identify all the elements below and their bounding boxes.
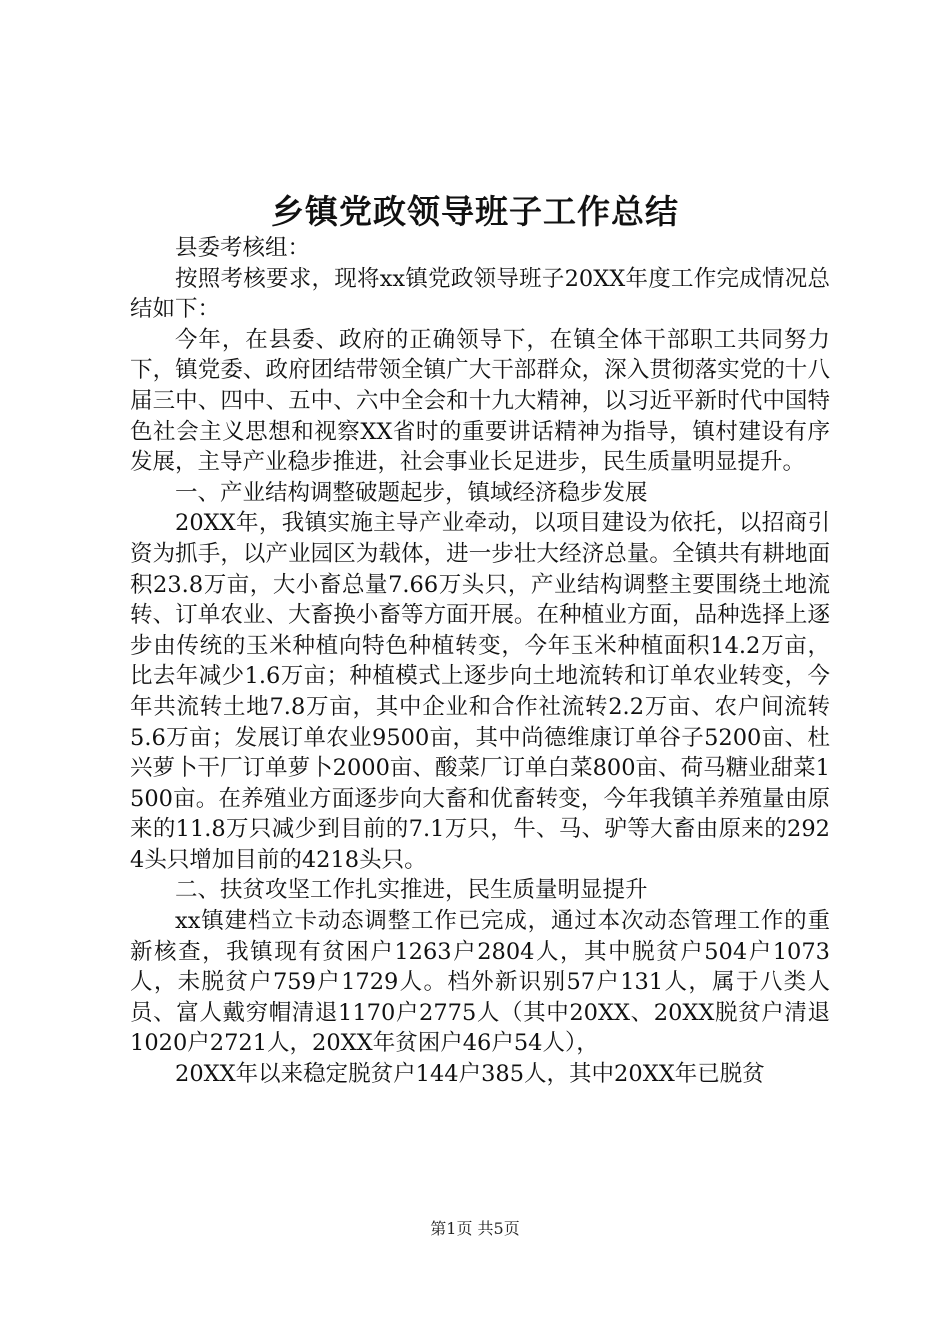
stable-poverty-paragraph: 20XX年以来稳定脱贫户144户385人，其中20XX年已脱贫 (175, 1061, 765, 1088)
page-number-footer: 第1页 共5页 (430, 1219, 520, 1238)
industry-paragraph: 20XX年，我镇实施主导产业牵动，以项目建设为依托，以招商引资为抓手，以产业园区为载体，进一步壮大经济总量。全镇共有耕地面积23.8万亩，大小畜总量7.66万头只，产业结构调整主要围绕土地流转、订单农业、大畜换小畜等方面开展。在种植业方面，品种选择上逐步由传统的玉米种植向特色种植转变，今年玉米种植面积14.2万亩，比去年减少1.6万亩；种植模式上逐步向土地流转和订单农业转变，今年共流转土地7.8万亩，其中企业和合作社流转2.2万亩、农户间流转5.6万亩；发展订单农业9500亩，其中尚德维康订单谷子5200亩、杜兴萝卜干厂订单萝卜2000亩、酸菜厂订单白菜800亩、荷马糖业甜菜1500亩。在养殖业方面逐步向大畜和优畜转变，今年我镇羊养殖量由原来的11.8万只减少到目前的7.1万只，牛、马、驴等大畜由原来的2924头只增加目前的4218头只。 (130, 510, 830, 873)
poverty-paragraph: xx镇建档立卡动态调整工作已完成，通过本次动态管理工作的重新核查，我镇现有贫困户1263户2804人，其中脱贫户504户1073人，未脱贫户759户1729人。档外新识别57户131人，属于八类人员、富人戴穷帽清退1170户2775人（其中20XX、20XX脱贫户清退1020户2721人，20XX年贫困户46户54人）， (130, 908, 830, 1057)
overview-paragraph: 今年，在县委、政府的正确领导下，在镇全体干部职工共同努力下，镇党委、政府团结带领全镇广大干部群众，深入贯彻落实党的十八届三中、四中、五中、六中全会和十九大精神，以习近平新时代中国特色社会主义思想和视察XX省时的重要讲话精神为指导，镇村建设有序发展，主导产业稳步推进，社会事业长足进步，民生质量明显提升。 (130, 326, 830, 476)
document-body (130, 233, 830, 1090)
document-title: 乡镇党政领导班子工作总结 (271, 192, 679, 231)
salutation: 县委考核组： (175, 235, 311, 261)
section-heading-2: 二、扶贫攻坚工作扎实推进，民生质量明显提升 (175, 877, 648, 904)
section-heading-1: 一、产业结构调整破题起步，镇域经济稳步发展 (175, 479, 648, 506)
intro-paragraph: 按照考核要求，现将xx镇党政领导班子20XX年度工作完成情况总结如下： (130, 265, 830, 323)
